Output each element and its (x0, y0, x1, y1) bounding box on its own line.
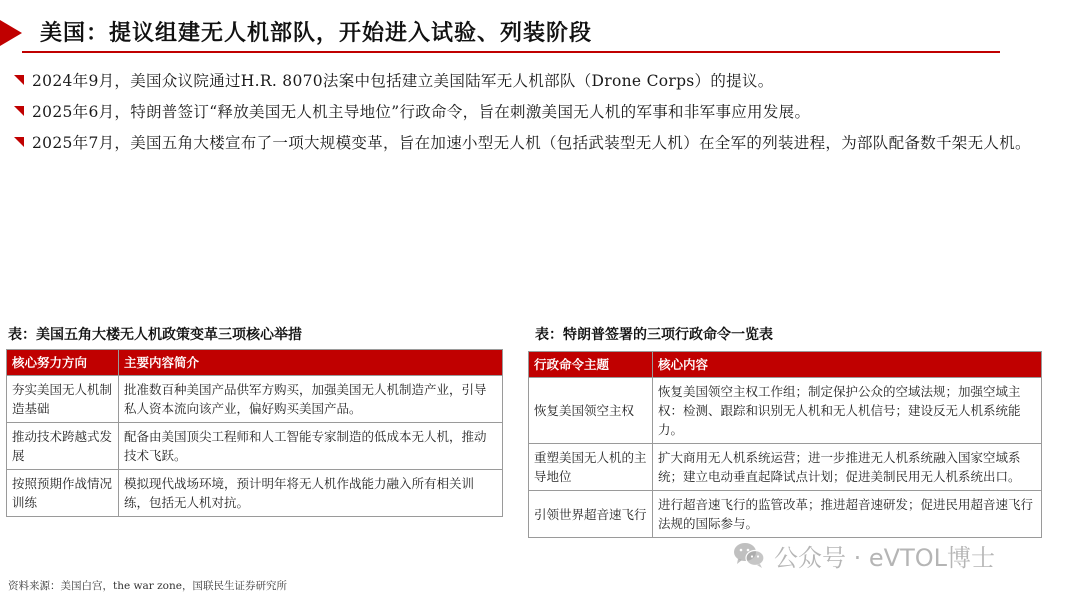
table-row (529, 444, 1042, 491)
table-row (529, 491, 1042, 538)
table-row (7, 470, 503, 517)
table-row (7, 376, 503, 423)
table-cell: 进行超音速飞行的监管改革；推进超音速研发；促进民用超音速飞行法规的国际参与。 (653, 491, 1042, 538)
policy-table (6, 349, 503, 517)
table-row (7, 423, 503, 470)
table-cell: 恢复美国领空主权工作组；制定保护公众的空域法规；加强空域主权：检测、跟踪和识别无人机和无人机信号；建设反无人机系统能力。 (653, 378, 1042, 444)
red-triangle-bullet-icon (14, 75, 24, 85)
policy-table-caption: 表：美国五角大楼无人机政策变革三项核心举措 (8, 327, 302, 343)
source-note: 资料来源：美国白宫，the war zone，国联民生证券研究所 (8, 580, 287, 592)
column-header: 主要内容简介 (119, 350, 503, 376)
bullet-item (12, 66, 1062, 97)
table-cell: 重塑美国无人机的主导地位 (529, 444, 653, 491)
title-bar (0, 14, 1080, 52)
table-cell: 夯实美国无人机制造基础 (7, 376, 119, 423)
bullet-text: 2025年6月，特朗普签订“释放美国无人机主导地位”行政命令，旨在刺激美国无人机的军事和非军事应用发展。 (32, 103, 811, 121)
bullet-list (12, 66, 1062, 159)
table-cell: 配备由美国顶尖工程师和人工智能专家制造的低成本无人机，推动技术飞跃。 (119, 423, 503, 470)
watermark-text: 公众号 · eVTOL博士 (774, 543, 995, 572)
bullet-item (12, 97, 1062, 128)
table-row (529, 378, 1042, 444)
table-cell: 扩大商用无人机系统运营；进一步推进无人机系统融入国家空域系统；建立电动垂直起降试点计划；促进美制民用无人机系统出口。 (653, 444, 1042, 491)
table-cell: 恢复美国领空主权 (529, 378, 653, 444)
order-table-caption: 表：特朗普签署的三项行政命令一览表 (535, 327, 773, 343)
table-cell: 模拟现代战场环境，预计明年将无人机作战能力融入所有相关训练，包括无人机对抗。 (119, 470, 503, 517)
column-header: 核心努力方向 (7, 350, 119, 376)
watermark (732, 538, 995, 572)
table-cell: 引领世界超音速飞行 (529, 491, 653, 538)
table-cell: 推动技术跨越式发展 (7, 423, 119, 470)
page-title: 美国：提议组建无人机部队，开始进入试验、列装阶段 (40, 20, 593, 46)
bullet-item (12, 128, 1062, 159)
table-header-row (529, 352, 1042, 378)
bullet-text: 2024年9月，美国众议院通过H.R. 8070法案中包括建立美国陆军无人机部队（Drone Corps）的提议。 (32, 72, 774, 90)
bullet-text: 2025年7月，美国五角大楼宣布了一项大规模变革，旨在加速小型无人机（包括武装型无人机）在全军的列装进程，为部队配备数千架无人机。 (32, 134, 1031, 152)
column-header: 行政命令主题 (529, 352, 653, 378)
table-header-row (7, 350, 503, 376)
column-header: 核心内容 (653, 352, 1042, 378)
red-triangle-bullet-icon (14, 137, 24, 147)
executive-order-table (528, 351, 1042, 538)
title-divider (22, 51, 1000, 53)
red-triangle-bullet-icon (14, 106, 24, 116)
table-cell: 批准数百种美国产品供军方购买，加强美国无人机制造产业，引导私人资本流向该产业，偏好购买美国产品。 (119, 376, 503, 423)
wechat-icon (732, 541, 766, 569)
table-cell: 按照预期作战情况训练 (7, 470, 119, 517)
title-triangle-icon (0, 20, 22, 46)
